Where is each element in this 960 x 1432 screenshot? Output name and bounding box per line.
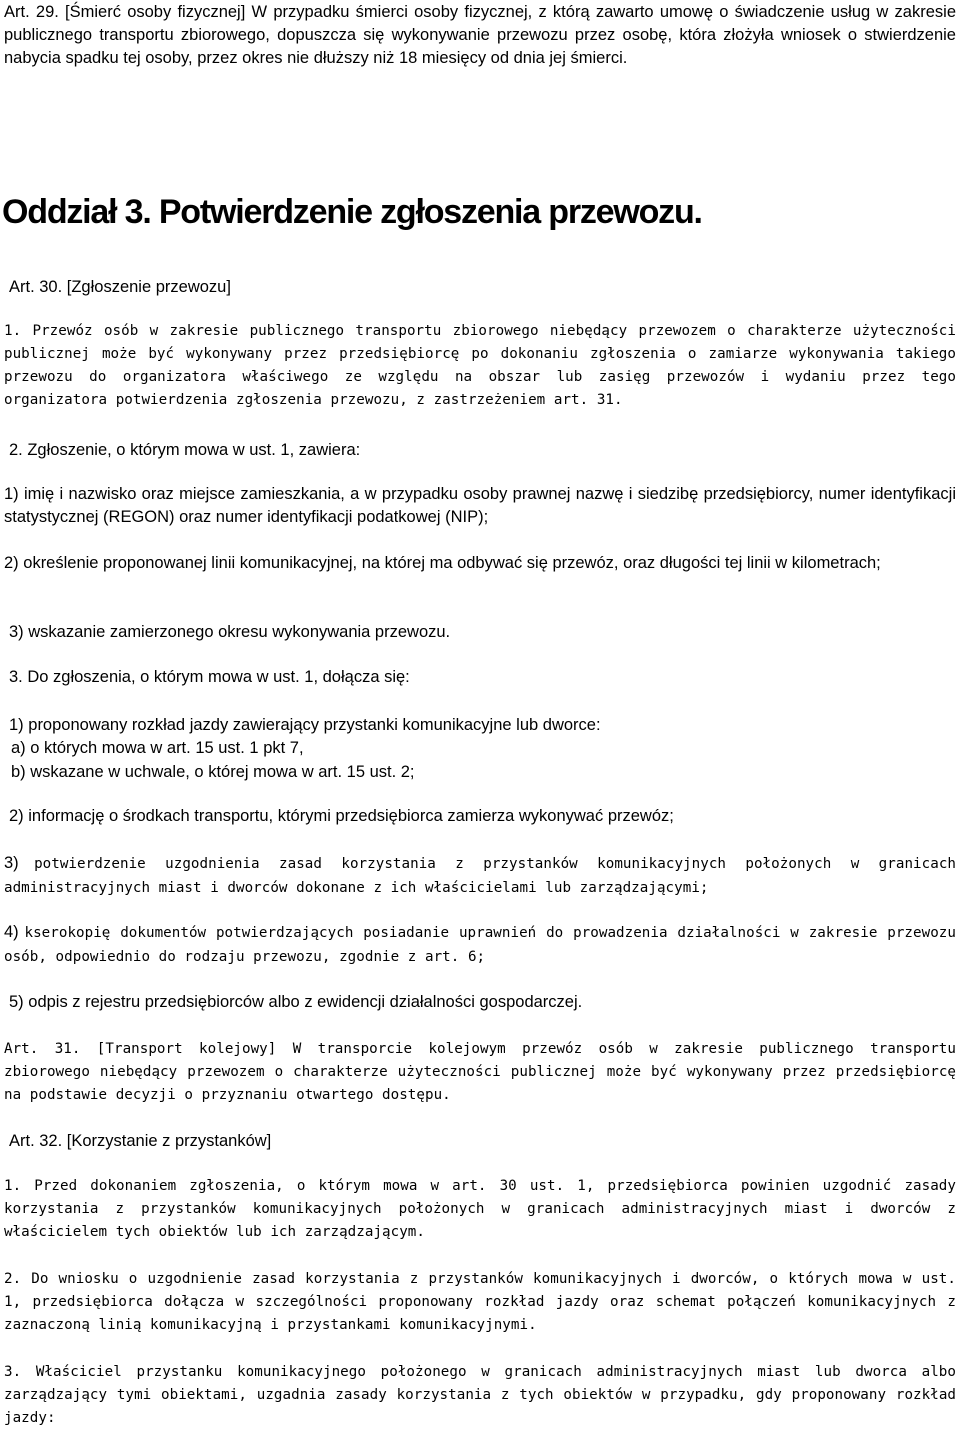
art30-ust2-item-2	[4, 552, 956, 575]
item-text: potwierdzenie uzgodnienia zasad korzystania z przystanków komunikacyjnych położonych w granicach administracyjnych miast i dworców dokonane z ich właścicielami lub zarządzającymi;	[4, 856, 956, 896]
item-text: wskazanie zamierzonego okresu wykonywania przewozu.	[28, 623, 451, 641]
art31-paragraph: Art. 31. [Transport kolejowy] W transporcie kolejowym przewóz osób w zakresie publicznego transportu zbiorowego niebędący przewozem o charakterze użyteczności publicznej może być wykonywany przez przedsiębiorcę na podstawie decyzji o przyznaniu otwartego dostępu.	[4, 1041, 956, 1103]
art30-ust2-item-1	[4, 483, 956, 529]
art30-ust3-item-4	[4, 921, 956, 969]
item-number: 4)	[4, 923, 19, 941]
item-number: 3)	[9, 623, 24, 641]
art30-ust1: 1. Przewóz osób w zakresie publicznego transportu zbiorowego niebędący przewozem o charakterze użyteczności publicznej może być wykonywany przez przedsiębiorcę po dokonaniu zgłoszenia o zamiarze wykonywania takiego przewozu do organizatora właściwego ze względu na obszar lub zasięg przewozów i wydaniu przez tego organizatora potwierdzenia zgłoszenia przewozu, z zastrzeżeniem art. 31.	[4, 323, 956, 408]
art32-ust2: 2. Do wniosku o uzgodnienie zasad korzystania z przystanków komunikacyjnych i dworców, o których mowa w ust. 1, przedsiębiorca dołącza w szczególności proponowany rozkład jazdy oraz schemat połączeń komunikacyjnych z zaznaczoną linią komunikacyjną i przystankami komunikacyjnymi.	[4, 1271, 956, 1333]
art30-ust3-item-5	[9, 991, 960, 1014]
item-number: 1)	[9, 716, 24, 734]
section-heading: Oddział 3. Potwierdzenie zgłoszenia przewozu.	[2, 193, 702, 231]
item-text: określenie proponowanej linii komunikacyjnej, na której ma odbywać się przewóz, oraz długości tej linii w kilometrach;	[23, 554, 881, 572]
item-number: 2)	[9, 807, 24, 825]
art32-ust3: 3. Właściciel przystanku komunikacyjnego położonego w granicach administracyjnych miast lub dworca albo zarządzający tymi obiektami, uzgadnia zasady korzystania z tych obiektów w przypadku, gdy proponowany rozkład jazdy:	[4, 1364, 956, 1426]
item-number: 3)	[4, 854, 19, 872]
art32-ust1: 1. Przed dokonaniem zgłoszenia, o którym mowa w art. 30 ust. 1, przedsiębiorca powinien uzgodnić zasady korzystania z przystanków komunikacyjnych położonych w granicach administracyjnych miast i dworców z właścicielem tych obiektów lub ich zarządzającym.	[4, 1178, 956, 1240]
item-text: proponowany rozkład jazdy zawierający przystanki komunikacyjne lub dworce:	[28, 716, 601, 734]
art30-ust3-item-1	[9, 714, 960, 737]
art29-paragraph: Art. 29. [Śmierć osoby fizycznej] W przypadku śmierci osoby fizycznej, z którą zawarto umowę o świadczenie usług w zakresie publicznego transportu zbiorowego, dopuszcza się wykonywanie przewozu przez osobę, która złożyła wniosek o stwierdzenie nabycia spadku tej osoby, przez okres nie dłuższy niż 18 miesięcy od dnia jej śmierci.	[4, 3, 956, 67]
item-text: wskazane w uchwale, o której mowa w art. 15 ust. 2;	[30, 763, 415, 781]
art30-ust3-item-3	[4, 852, 956, 900]
art30-ust3-sub-a	[11, 737, 960, 760]
art30-ust3: 3. Do zgłoszenia, o którym mowa w ust. 1, dołącza się:	[9, 668, 410, 686]
art30-ust2-item-3	[9, 621, 960, 644]
item-number: 1)	[4, 485, 19, 503]
art30-ust3-sub-b	[11, 761, 960, 784]
item-text: o których mowa w art. 15 ust. 1 pkt 7,	[30, 739, 304, 757]
item-number: 5)	[9, 993, 24, 1011]
item-text: kserokopię dokumentów potwierdzających posiadanie uprawnień do prowadzenia działalności w zakresie przewozu osób, odpowiednio do rodzaju przewozu, zgodnie z art. 6;	[4, 925, 956, 965]
item-text: informację o środkach transportu, którymi przedsiębiorca zamierza wykonywać przewóz;	[28, 807, 674, 825]
art30-title: Art. 30. [Zgłoszenie przewozu]	[9, 278, 231, 296]
art30-ust2: 2. Zgłoszenie, o którym mowa w ust. 1, zawiera:	[9, 441, 361, 459]
item-number: a)	[11, 739, 26, 757]
art32-title: Art. 32. [Korzystanie z przystanków]	[9, 1132, 272, 1150]
item-number: 2)	[4, 554, 19, 572]
item-text: imię i nazwisko oraz miejsce zamieszkania, a w przypadku osoby prawnej nazwę i siedzibę przedsiębiorcy, numer identyfikacji statystycznej (REGON) oraz numer identyfikacji podatkowej (NIP);	[4, 485, 956, 526]
item-number: b)	[11, 763, 26, 781]
art30-ust3-item-2	[9, 805, 960, 828]
item-text: odpis z rejestru przedsiębiorców albo z ewidencji działalności gospodarczej.	[28, 993, 583, 1011]
